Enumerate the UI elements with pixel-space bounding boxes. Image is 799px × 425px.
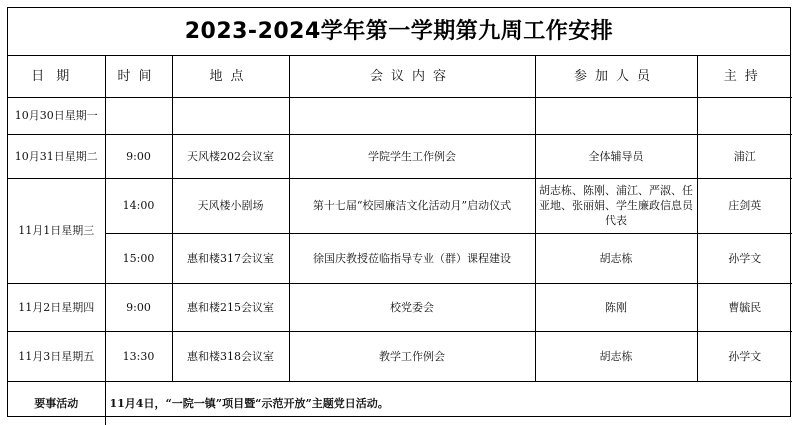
schedule-table xyxy=(8,56,792,425)
date-cell: 11月2日星期四 xyxy=(8,283,105,331)
place-cell: 惠和楼318会议室 xyxy=(172,331,289,381)
table-row xyxy=(8,134,792,178)
content-cell: 学院学生工作例会 xyxy=(289,134,535,178)
content-cell: 徐国庆教授莅临指导专业（群）课程建设 xyxy=(289,233,535,283)
participants-cell: 胡志栋、陈刚、浦江、严淑、任亚地、张丽娟、学生廉政信息员代表 xyxy=(535,178,697,233)
date-cell: 10月31日星期二 xyxy=(8,134,105,178)
host-cell: 浦江 xyxy=(697,134,792,178)
content-cell xyxy=(289,97,535,134)
participants-cell: 胡志栋 xyxy=(535,331,697,381)
participants-cell: 胡志栋 xyxy=(535,233,697,283)
time-cell: 15:00 xyxy=(105,233,172,283)
host-cell: 孙学文 xyxy=(697,331,792,381)
date-cell: 10月30日星期一 xyxy=(8,97,105,134)
host-cell xyxy=(697,97,792,134)
participants-cell: 全体辅导员 xyxy=(535,134,697,178)
content-cell: 教学工作例会 xyxy=(289,331,535,381)
date-cell: 11月1日星期三 xyxy=(8,178,105,283)
key-events-text: 11月4日，“一院一镇”项目暨“示范开放”主题党日活动。 xyxy=(105,381,792,425)
header-participants: 参加人员 xyxy=(535,56,697,97)
participants-cell xyxy=(535,97,697,134)
table-row xyxy=(8,331,792,381)
header-place: 地点 xyxy=(172,56,289,97)
date-cell: 11月3日星期五 xyxy=(8,331,105,381)
schedule-sheet xyxy=(7,7,791,417)
header-host: 主持 xyxy=(697,56,792,97)
key-events-row xyxy=(8,381,792,425)
key-events-label: 要事活动 xyxy=(8,381,105,425)
table-row xyxy=(8,178,792,233)
table-row xyxy=(8,97,792,134)
page-title: 2023-2024学年第一学期第九周工作安排 xyxy=(8,8,790,56)
time-cell: 9:00 xyxy=(105,134,172,178)
time-cell: 9:00 xyxy=(105,283,172,331)
header-content: 会议内容 xyxy=(289,56,535,97)
participants-cell: 陈刚 xyxy=(535,283,697,331)
time-cell: 14:00 xyxy=(105,178,172,233)
content-cell: 校党委会 xyxy=(289,283,535,331)
place-cell: 惠和楼215会议室 xyxy=(172,283,289,331)
place-cell: 天风楼小剧场 xyxy=(172,178,289,233)
host-cell: 孙学文 xyxy=(697,233,792,283)
place-cell: 天风楼202会议室 xyxy=(172,134,289,178)
time-cell: 13:30 xyxy=(105,331,172,381)
table-row xyxy=(8,233,792,283)
place-cell xyxy=(172,97,289,134)
host-cell: 曹毓民 xyxy=(697,283,792,331)
table-row xyxy=(8,283,792,331)
header-row xyxy=(8,56,792,97)
header-time: 时间 xyxy=(105,56,172,97)
content-cell: 第十七届“校园廉洁文化活动月”启动仪式 xyxy=(289,178,535,233)
header-date: 日期 xyxy=(8,56,105,97)
host-cell: 庄剑英 xyxy=(697,178,792,233)
time-cell xyxy=(105,97,172,134)
place-cell: 惠和楼317会议室 xyxy=(172,233,289,283)
